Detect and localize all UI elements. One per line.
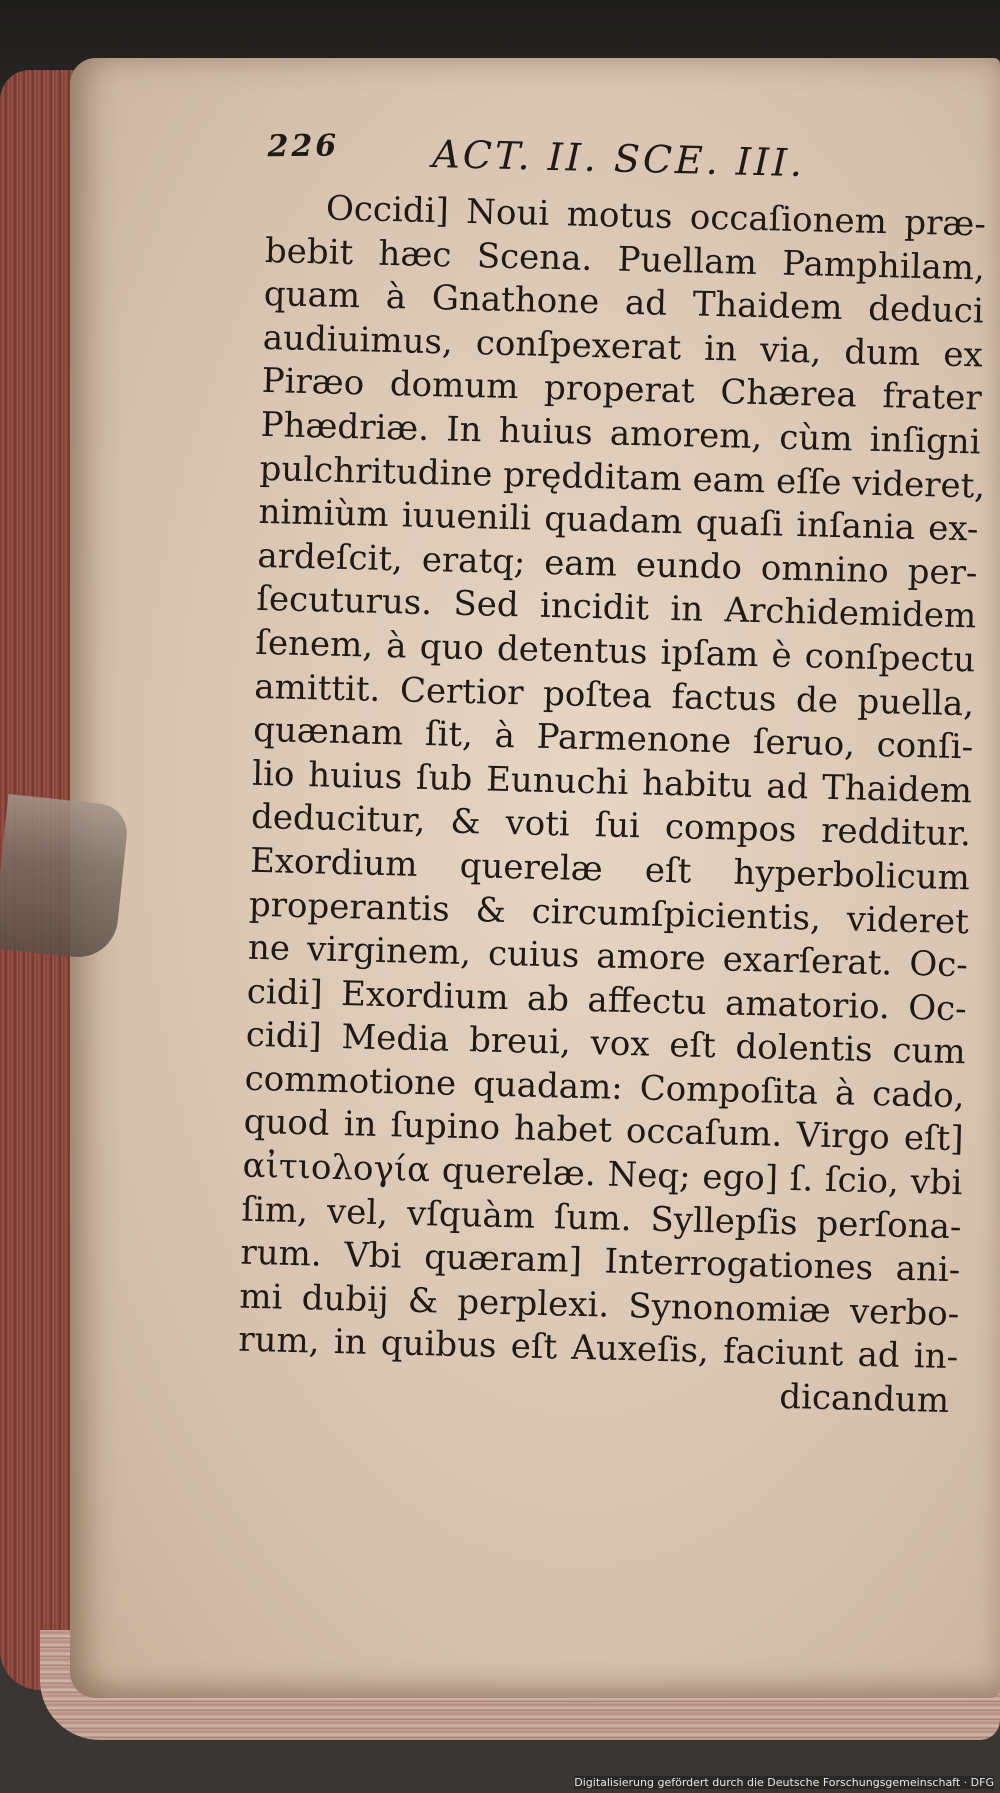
text-line: deducitur, & voti ſui compos redditur. [250,797,972,855]
text-line: ne virginem, cuius amore exarſerat. Oc- [247,927,969,986]
text-line: ſecuturus. Sed incidit in Archidemidem [255,579,977,637]
text-line: Phædriæ. In huius amorem, cùm inſigni [260,404,982,463]
digitization-credit: Digitalisierung gefördert durch die Deutsche Forschungsgemeinschaft · DFG [574,1776,994,1789]
text-line: bebit hæc Scena. Puellam Pamphilam, [264,230,986,289]
text-line: properantis & circumſpicientis, videret [248,884,970,942]
text-line: ſenem, à quo detentus ipſam è conſpectu [254,622,976,681]
page-text-block [237,128,988,1424]
running-head: ACT. II. SCE. III. [431,132,806,186]
text-line: commotione quadam: Compoſita à cado, [244,1058,966,1117]
text-line: lio huius ſub Eunuchi habitu ad Thaidem [251,753,973,812]
text-line: Piræo domum properat Chærea frater [261,361,983,419]
text-line: Occidi] Noui motus occaſionem præ- [325,188,987,245]
text-line: rum, in quibus eſt Auxeſis, faciunt ad in- [237,1320,959,1378]
text-line: rum. Vbi quæram] Interrogationes ani- [240,1232,961,1291]
text-line: quod in ſupino habet occaſum. Virgo eſt] [243,1102,964,1160]
text-line: cidi] Media breui, vox eſt dolentis cum [245,1015,967,1073]
text-line: ardeſcit, eratq; eam eundo omnino per- [257,535,978,594]
text-line: quam à Gnathone ad Thaidem deduci [263,274,985,332]
text-line: quænam ſit, à Parmenone ſeruo, conſi- [252,709,974,768]
body-text [237,186,987,1424]
text-line: nimiùm iuuenili quadam quaſi inſania ex- [258,492,979,550]
text-line: audiuimus, conſpexerat in via, dum ex [262,317,984,376]
text-line-catchword: dicandum [778,1376,950,1422]
text-line: αἰτιολογία querelæ. Neq; ego] ſ. ſcio, vbi [242,1145,963,1204]
text-line: ſim, vel, vſquàm ſum. Syllepſis perſona- [241,1189,962,1247]
text-line: cidi] Exordium ab affectu amatorio. Oc- [246,971,968,1030]
text-line: amittit. Certior poſtea factus de puella, [253,666,975,724]
page-holder-clip [0,794,130,961]
page-number: 226 [267,128,340,165]
text-line: Exordium querelæ eſt hyperbolicum [249,840,971,899]
text-line: mi dubij & perplexi. Synonomiæ verbo- [238,1276,960,1335]
text-line: pulchritudine prędditam eam eſſe videret, [259,448,986,507]
